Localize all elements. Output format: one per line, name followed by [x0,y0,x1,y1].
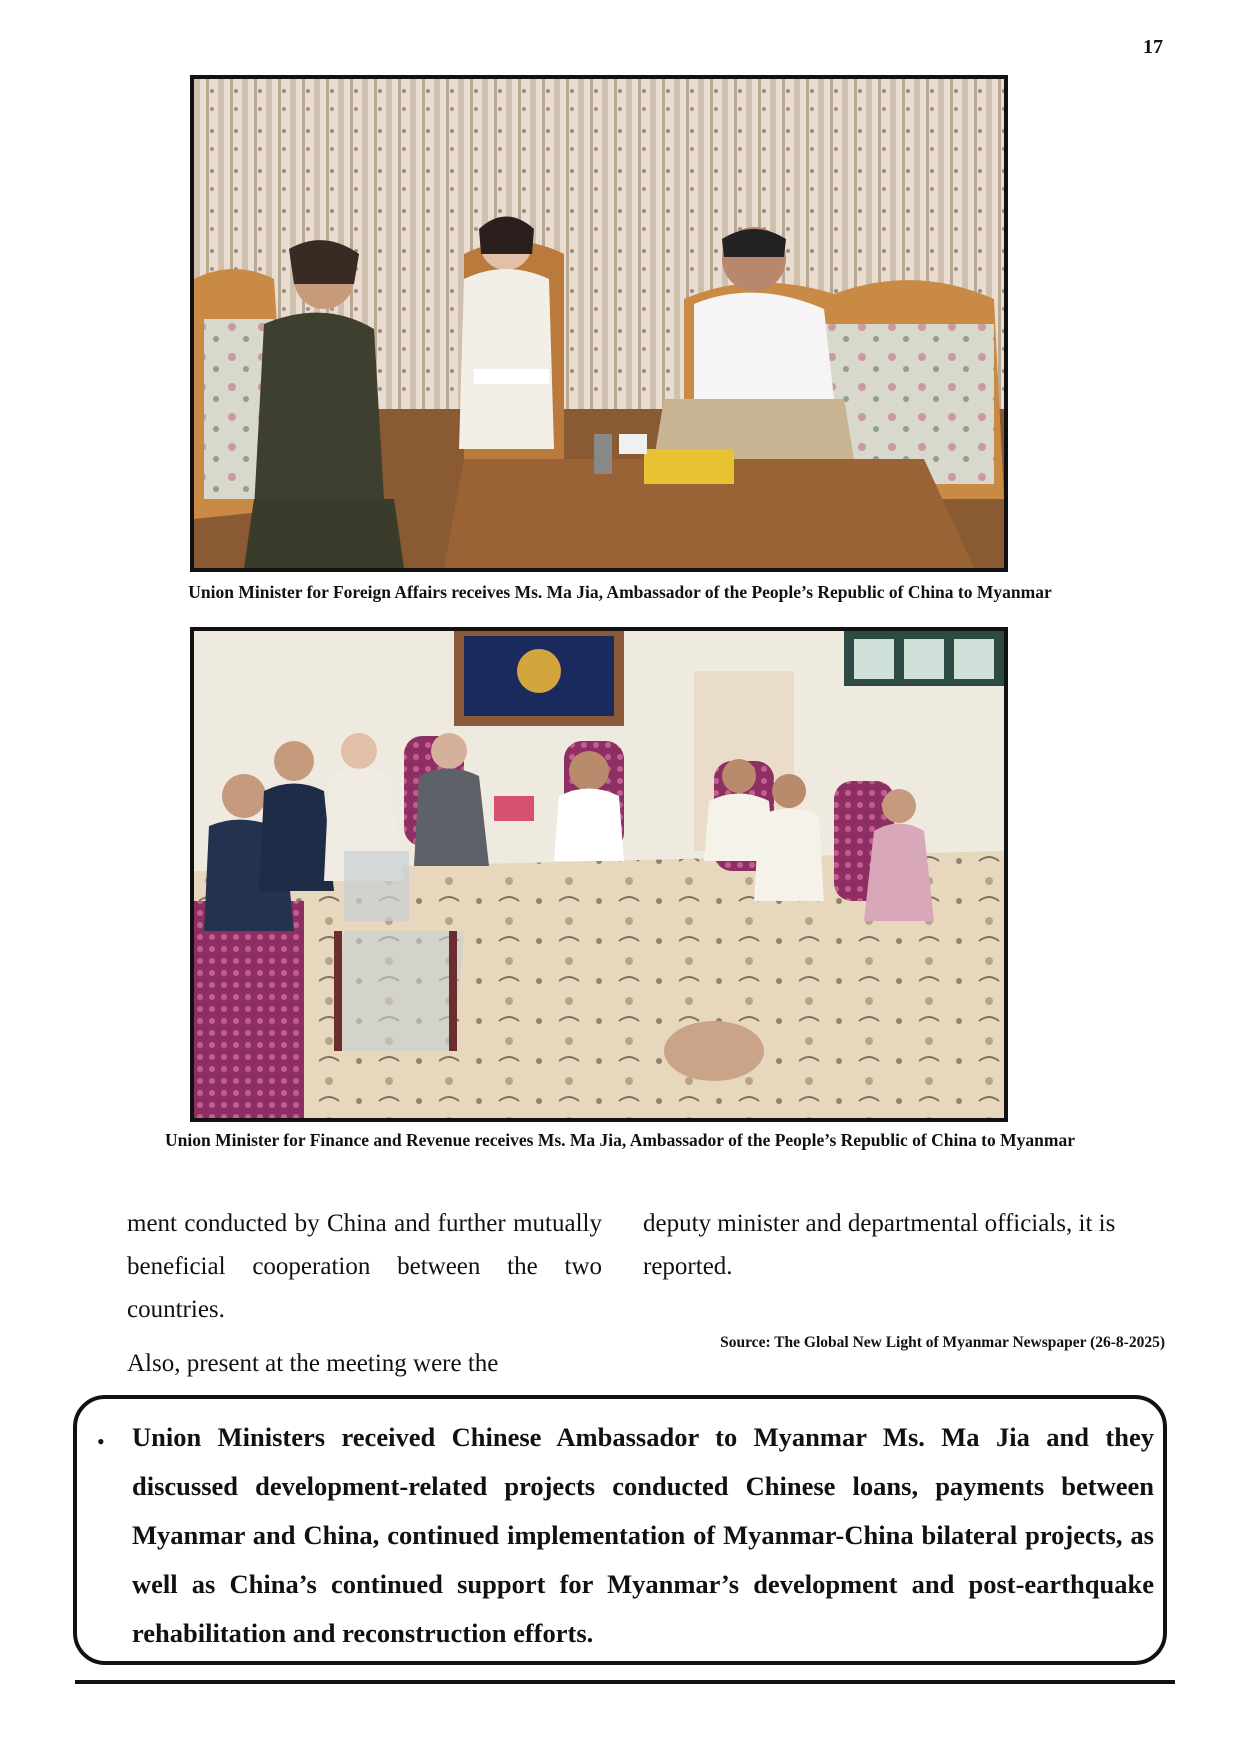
photo-foreign-affairs-meeting [190,75,1008,572]
photo-caption-1: Union Minister for Foreign Affairs receives Ms. Ma Jia, Ambassador of the People’s Republic of China to Myanmar [188,582,1052,602]
bullet-icon: • [97,1429,105,1454]
photo-caption-2: Union Minister for Finance and Revenue receives Ms. Ma Jia, Ambassador of the People’s Republic of China to Myanmar [165,1130,1075,1150]
photo-finance-revenue-illustration [194,631,1004,1118]
article-paragraph: Also, present at the meeting were the [127,1350,499,1377]
page-number: 17 [1143,36,1163,58]
photo-finance-revenue-meeting [190,627,1008,1122]
article-paragraph: ment conducted by China and further mutually beneficial cooperation between the two countries. [127,1210,602,1323]
article-source: Source: The Global New Light of Myanmar Newspaper (26-8-2025) [720,1334,1165,1351]
summary-box [73,1395,1167,1665]
photo-foreign-affairs-illustration [194,79,1004,568]
summary-text: Union Ministers received Chinese Ambassador to Myanmar Ms. Ma Jia and they discussed development-related projects conducted Chinese loans, payments between Myanmar and China, continued implementation of Myanmar-China bilateral projects, as well as China’s continued support for Myanmar’s development and post-earthquake rehabilitation and reconstruction efforts. [132,1422,1154,1648]
bottom-rule [75,1680,1175,1684]
article-left-column [127,1202,602,1385]
article-right-column: deputy minister and departmental officials, it is reported. [643,1210,1116,1280]
